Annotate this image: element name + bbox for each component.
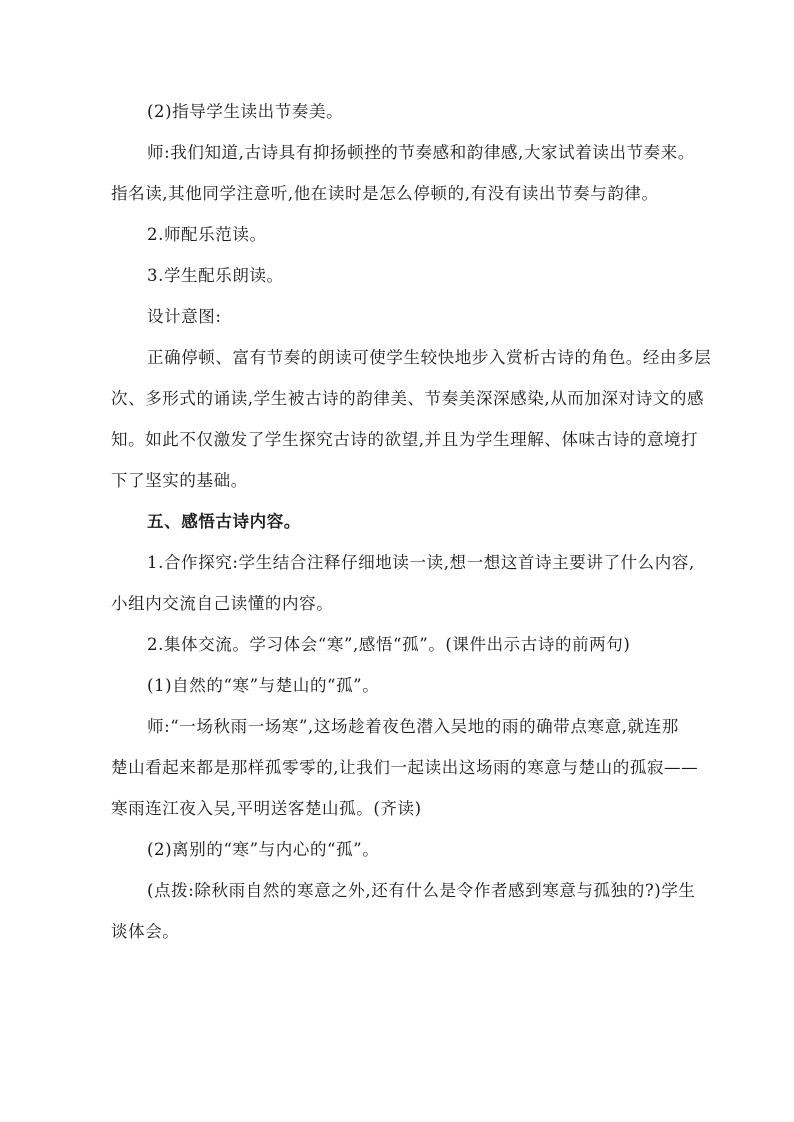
list-item: 2.师配乐范读。 <box>147 225 267 244</box>
paragraph-line: 知。如此不仅激发了学生探究古诗的欲望,并且为学生理解、体味古诗的意境打 <box>111 430 699 449</box>
paragraph-line: 楚山看起来都是那样孤零零的,让我们一起读出这场雨的寒意与楚山的孤寂—— <box>111 758 699 777</box>
list-item: 1.合作探究:学生结合注释仔细地读一读,想一想这首诗主要讲了什么内容, <box>147 553 695 572</box>
section-heading: 五、感悟古诗内容。 <box>147 512 301 531</box>
paragraph-line: 谈体会。 <box>111 922 180 941</box>
paragraph-line: 小组内交流自己读懂的内容。 <box>111 594 334 613</box>
document-body <box>111 91 712 952</box>
subsection-heading: (2)离别的“寒”与内心的“孤”。 <box>147 840 380 859</box>
paragraph-line: 寒雨连江夜入吴,平明送客楚山孤。(齐读) <box>111 799 422 818</box>
paragraph-line: 师:“一场秋雨一场寒”,这场趁着夜色潜入吴地的雨的确带点寒意,就连那 <box>147 717 679 736</box>
paragraph-line: 师:我们知道,古诗具有抑扬顿挫的节奏感和韵律感,大家试着读出节奏来。 <box>147 143 695 162</box>
paragraph-line: 指名读,其他同学注意听,他在读时是怎么停顿的,有没有读出节奏与韵律。 <box>111 184 659 203</box>
list-item: 3.学生配乐朗读。 <box>147 266 284 285</box>
subsection-heading: (1)自然的“寒”与楚山的“孤”。 <box>147 676 380 695</box>
paragraph-line: (点拨:除秋雨自然的寒意之外,还有什么是令作者感到寒意与孤独的?)学生 <box>147 881 696 900</box>
design-intent-label: 设计意图: <box>147 307 222 326</box>
subsection-heading-rhythm: (2)指导学生读出节奏美。 <box>147 102 344 121</box>
list-item: 2.集体交流。学习体会“寒”,感悟“孤”。(课件出示古诗的前两句) <box>147 635 631 654</box>
paragraph-line: 正确停顿、富有节奏的朗读可使学生较快地步入赏析古诗的角色。经由多层 <box>147 348 712 367</box>
paragraph-line: 下了坚实的基础。 <box>111 471 248 490</box>
paragraph-line: 次、多形式的诵读,学生被古诗的韵律美、节奏美深深感染,从而加深对诗文的感 <box>111 389 705 408</box>
